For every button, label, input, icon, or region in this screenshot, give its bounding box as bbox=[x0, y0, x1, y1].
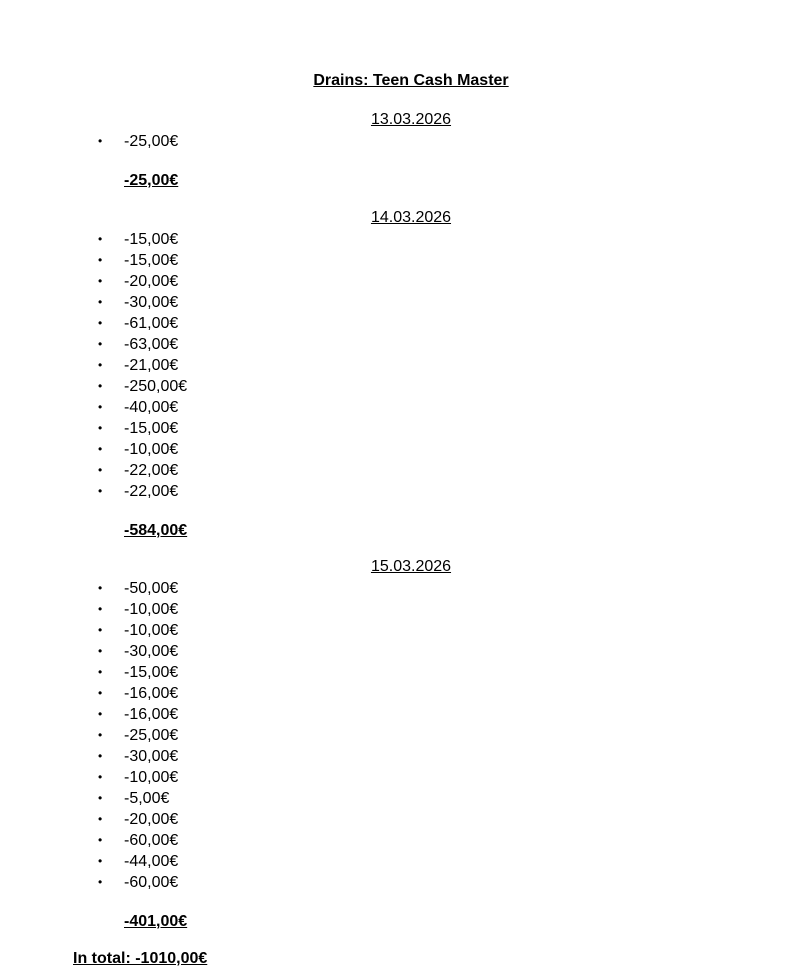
entry-amount: -20,00€ bbox=[124, 811, 179, 828]
entry-amount: -60,00€ bbox=[124, 874, 179, 891]
list-item bbox=[0, 355, 811, 376]
entry-amount: -22,00€ bbox=[124, 483, 179, 500]
bullet-icon: • bbox=[98, 686, 103, 700]
entry-amount: -30,00€ bbox=[124, 748, 179, 765]
entry-amount: -22,00€ bbox=[124, 462, 179, 479]
bullet-icon: • bbox=[98, 253, 103, 267]
list-item bbox=[0, 830, 811, 851]
list-item bbox=[0, 460, 811, 481]
bullet-icon: • bbox=[98, 134, 103, 148]
list-item bbox=[0, 725, 811, 746]
entry-amount: -15,00€ bbox=[124, 231, 179, 248]
list-item bbox=[0, 872, 811, 893]
bullet-icon: • bbox=[98, 581, 103, 595]
bullet-icon: • bbox=[98, 379, 103, 393]
page-title: Drains: Teen Cash Master bbox=[313, 72, 509, 89]
bullet-icon: • bbox=[98, 421, 103, 435]
entry-amount: -61,00€ bbox=[124, 315, 179, 332]
entry-amount: -10,00€ bbox=[124, 622, 179, 639]
entry-amount: -40,00€ bbox=[124, 399, 179, 416]
bullet-icon: • bbox=[98, 644, 103, 658]
entry-amount: -30,00€ bbox=[124, 294, 179, 311]
day-date: 15.03.2026 bbox=[370, 558, 452, 575]
bullet-icon: • bbox=[98, 833, 103, 847]
bullet-icon: • bbox=[98, 707, 103, 721]
bullet-icon: • bbox=[98, 358, 103, 372]
list-item bbox=[0, 313, 811, 334]
bullet-icon: • bbox=[98, 337, 103, 351]
day-date: 14.03.2026 bbox=[370, 209, 452, 226]
list-item bbox=[0, 788, 811, 809]
entry-list bbox=[0, 229, 811, 502]
bullet-icon: • bbox=[98, 442, 103, 456]
bullet-icon: • bbox=[98, 875, 103, 889]
entry-amount: -44,00€ bbox=[124, 853, 179, 870]
bullet-icon: • bbox=[98, 749, 103, 763]
entry-amount: -20,00€ bbox=[124, 273, 179, 290]
entry-amount: -10,00€ bbox=[124, 769, 179, 786]
list-item bbox=[0, 767, 811, 788]
list-item bbox=[0, 662, 811, 683]
entry-amount: -15,00€ bbox=[124, 664, 179, 681]
list-item bbox=[0, 578, 811, 599]
entry-list bbox=[0, 578, 811, 893]
bullet-icon: • bbox=[98, 623, 103, 637]
day-section bbox=[0, 110, 811, 191]
entry-amount: -30,00€ bbox=[124, 643, 179, 660]
entry-amount: -250,00€ bbox=[124, 378, 188, 395]
bullet-icon: • bbox=[98, 232, 103, 246]
bullet-icon: • bbox=[98, 274, 103, 288]
entry-amount: -25,00€ bbox=[124, 727, 179, 744]
entry-amount: -10,00€ bbox=[124, 441, 179, 458]
day-section bbox=[0, 208, 811, 541]
list-item bbox=[0, 809, 811, 830]
day-subtotal: -25,00€ bbox=[124, 172, 179, 189]
list-item bbox=[0, 641, 811, 662]
bullet-icon: • bbox=[98, 728, 103, 742]
entry-amount: -10,00€ bbox=[124, 601, 179, 618]
bullet-icon: • bbox=[98, 463, 103, 477]
list-item bbox=[0, 131, 811, 152]
entry-amount: -16,00€ bbox=[124, 685, 179, 702]
list-item bbox=[0, 229, 811, 250]
entry-amount: -16,00€ bbox=[124, 706, 179, 723]
list-item bbox=[0, 397, 811, 418]
bullet-icon: • bbox=[98, 400, 103, 414]
entry-amount: -60,00€ bbox=[124, 832, 179, 849]
bullet-icon: • bbox=[98, 812, 103, 826]
bullet-icon: • bbox=[98, 484, 103, 498]
list-item bbox=[0, 599, 811, 620]
entry-amount: -50,00€ bbox=[124, 580, 179, 597]
list-item bbox=[0, 376, 811, 397]
bullet-icon: • bbox=[98, 602, 103, 616]
day-date: 13.03.2026 bbox=[370, 111, 452, 128]
list-item bbox=[0, 439, 811, 460]
list-item bbox=[0, 746, 811, 767]
list-item bbox=[0, 481, 811, 502]
entry-amount: -25,00€ bbox=[124, 133, 179, 150]
entry-amount: -15,00€ bbox=[124, 420, 179, 437]
list-item bbox=[0, 704, 811, 725]
bullet-icon: • bbox=[98, 295, 103, 309]
entry-amount: -15,00€ bbox=[124, 252, 179, 269]
day-subtotal: -401,00€ bbox=[124, 913, 188, 930]
bullet-icon: • bbox=[98, 316, 103, 330]
grand-total: In total: -1010,00€ bbox=[73, 950, 208, 967]
list-item bbox=[0, 620, 811, 641]
bullet-icon: • bbox=[98, 791, 103, 805]
entry-amount: -21,00€ bbox=[124, 357, 179, 374]
list-item bbox=[0, 334, 811, 355]
list-item bbox=[0, 418, 811, 439]
list-item bbox=[0, 851, 811, 872]
entry-amount: -63,00€ bbox=[124, 336, 179, 353]
list-item bbox=[0, 271, 811, 292]
list-item bbox=[0, 292, 811, 313]
list-item bbox=[0, 683, 811, 704]
entry-list bbox=[0, 131, 811, 152]
entry-amount: -5,00€ bbox=[124, 790, 170, 807]
list-item bbox=[0, 250, 811, 271]
day-section bbox=[0, 557, 811, 932]
bullet-icon: • bbox=[98, 854, 103, 868]
bullet-icon: • bbox=[98, 770, 103, 784]
day-subtotal: -584,00€ bbox=[124, 522, 188, 539]
bullet-icon: • bbox=[98, 665, 103, 679]
